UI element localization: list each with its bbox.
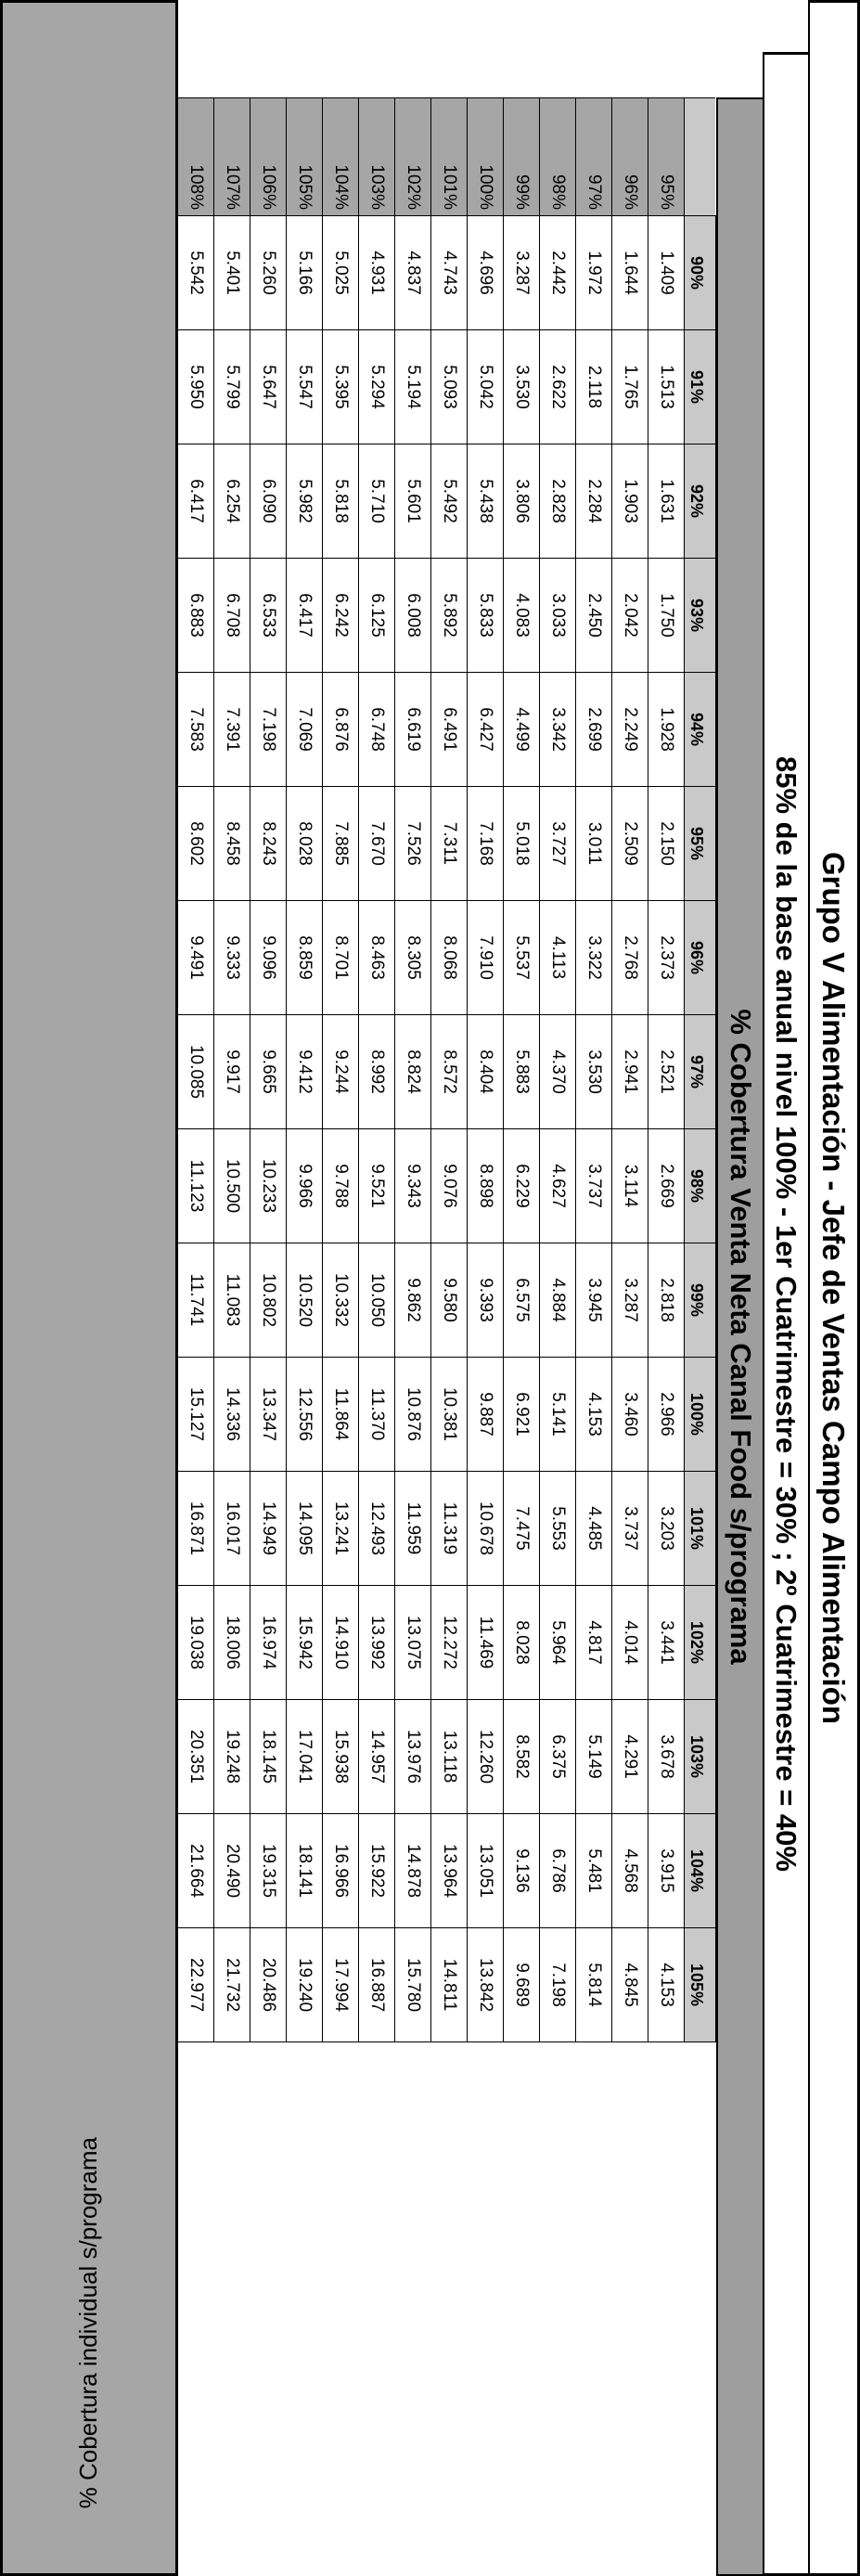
table-cell: 5.883 — [504, 1015, 540, 1129]
table-cell: 8.582 — [504, 1700, 540, 1814]
table-cell: 3.737 — [576, 1129, 612, 1243]
table-cell: 15.922 — [359, 1814, 395, 1928]
table-cell: 4.499 — [504, 673, 540, 787]
row-header: 100% — [468, 98, 504, 216]
table-cell: 5.892 — [431, 559, 468, 673]
table-cell: 2.509 — [612, 787, 648, 901]
table-cell: 8.992 — [359, 1015, 395, 1129]
table-cell: 4.837 — [395, 216, 431, 330]
table-cell: 7.069 — [287, 673, 323, 787]
row-header: 95% — [648, 98, 685, 216]
row-group-header-label: % Cobertura individual s/programa — [74, 2136, 103, 2508]
table-cell: 14.949 — [250, 1472, 287, 1586]
table-row — [612, 98, 648, 2042]
table-cell: 3.806 — [504, 444, 540, 559]
table-row — [395, 98, 431, 2042]
table-cell: 4.845 — [612, 1928, 648, 2042]
table-cell: 14.910 — [323, 1586, 359, 1700]
table-cell: 9.333 — [214, 901, 250, 1015]
table-cell: 6.417 — [178, 444, 214, 559]
table-cell: 5.149 — [576, 1700, 612, 1814]
table-cell: 13.964 — [431, 1814, 468, 1928]
table-cell: 4.083 — [504, 559, 540, 673]
table-cell: 15.127 — [178, 1358, 214, 1472]
column-header: 96% — [685, 901, 716, 1015]
table-cell: 4.291 — [612, 1700, 648, 1814]
table-cell: 11.319 — [431, 1472, 468, 1586]
table-cell: 3.114 — [612, 1129, 648, 1243]
table-cell: 8.243 — [250, 787, 287, 901]
column-header: 98% — [685, 1129, 716, 1243]
column-header: 104% — [685, 1814, 716, 1928]
table-cell: 6.125 — [359, 559, 395, 673]
column-header: 105% — [685, 1928, 716, 2042]
table-cell: 5.601 — [395, 444, 431, 559]
row-header: 106% — [250, 98, 287, 216]
column-header: 92% — [685, 444, 716, 559]
row-header: 107% — [214, 98, 250, 216]
table-cell: 14.336 — [214, 1358, 250, 1472]
table-cell: 7.526 — [395, 787, 431, 901]
row-group-header — [0, 0, 178, 2576]
table-cell: 6.090 — [250, 444, 287, 559]
table-cell: 9.665 — [250, 1015, 287, 1129]
row-header: 103% — [359, 98, 395, 216]
table-cell: 4.931 — [359, 216, 395, 330]
table-cell: 5.542 — [178, 216, 214, 330]
corner-cell — [685, 98, 716, 216]
column-header: 97% — [685, 1015, 716, 1129]
table-cell: 6.619 — [395, 673, 431, 787]
table-cell: 13.347 — [250, 1358, 287, 1472]
table-cell: 4.743 — [431, 216, 468, 330]
table-cell: 11.741 — [178, 1243, 214, 1358]
table-cell: 12.493 — [359, 1472, 395, 1586]
table-cell: 11.864 — [323, 1358, 359, 1472]
table-cell: 9.580 — [431, 1243, 468, 1358]
table-cell: 8.028 — [504, 1586, 540, 1700]
table-cell: 6.254 — [214, 444, 250, 559]
table-cell: 2.941 — [612, 1015, 648, 1129]
table-cell: 12.556 — [287, 1358, 323, 1472]
table-row — [178, 98, 214, 2042]
row-header: 102% — [395, 98, 431, 216]
table-cell: 1.928 — [648, 673, 685, 787]
table-cell: 4.014 — [612, 1586, 648, 1700]
table-cell: 2.150 — [648, 787, 685, 901]
table-cell: 9.096 — [250, 901, 287, 1015]
table-cell: 8.068 — [431, 901, 468, 1015]
table-cell: 11.959 — [395, 1472, 431, 1586]
table-cell: 7.198 — [540, 1928, 576, 2042]
table-cell: 6.427 — [468, 673, 504, 787]
table-cell: 5.260 — [250, 216, 287, 330]
table-cell: 5.166 — [287, 216, 323, 330]
table-row — [359, 98, 395, 2042]
table-cell: 9.412 — [287, 1015, 323, 1129]
table-cell: 5.401 — [214, 216, 250, 330]
table-cell: 5.814 — [576, 1928, 612, 2042]
table-cell: 5.042 — [468, 330, 504, 444]
table-cell: 5.833 — [468, 559, 504, 673]
column-header: 90% — [685, 216, 716, 330]
table-cell: 10.876 — [395, 1358, 431, 1472]
table-cell: 4.113 — [540, 901, 576, 1015]
table-cell: 4.817 — [576, 1586, 612, 1700]
table-cell: 7.391 — [214, 673, 250, 787]
column-header: 94% — [685, 673, 716, 787]
table-cell: 7.475 — [504, 1472, 540, 1586]
table-cell: 3.203 — [648, 1472, 685, 1586]
table-cell: 7.885 — [323, 787, 359, 901]
coverage-table — [102, 97, 716, 2042]
table-cell: 2.118 — [576, 330, 612, 444]
table-cell: 5.018 — [504, 787, 540, 901]
table-cell: 9.343 — [395, 1129, 431, 1243]
table-cell: 16.966 — [323, 1814, 359, 1928]
table-cell: 8.028 — [287, 787, 323, 901]
table-cell: 13.075 — [395, 1586, 431, 1700]
table-cell: 20.486 — [250, 1928, 287, 2042]
table-cell: 10.500 — [214, 1129, 250, 1243]
table-cell: 14.095 — [287, 1472, 323, 1586]
table-cell: 2.828 — [540, 444, 576, 559]
table-cell: 17.994 — [323, 1928, 359, 2042]
table-cell: 10.802 — [250, 1243, 287, 1358]
table-cell: 3.033 — [540, 559, 576, 673]
table-cell: 13.992 — [359, 1586, 395, 1700]
table-cell: 13.241 — [323, 1472, 359, 1586]
table-cell: 13.976 — [395, 1700, 431, 1814]
table-row — [576, 98, 612, 2042]
table-cell: 6.533 — [250, 559, 287, 673]
table-cell: 2.768 — [612, 901, 648, 1015]
table-cell: 5.647 — [250, 330, 287, 444]
table-cell: 6.876 — [323, 673, 359, 787]
table-cell: 15.780 — [395, 1928, 431, 2042]
column-header: 103% — [685, 1700, 716, 1814]
table-cell: 5.553 — [540, 1472, 576, 1586]
table-cell: 8.859 — [287, 901, 323, 1015]
table-cell: 8.824 — [395, 1015, 431, 1129]
table-cell: 8.305 — [395, 901, 431, 1015]
table-cell: 18.145 — [250, 1700, 287, 1814]
table-cell: 5.547 — [287, 330, 323, 444]
table-row — [214, 98, 250, 2042]
table-cell: 13.118 — [431, 1700, 468, 1814]
table-cell: 10.520 — [287, 1243, 323, 1358]
table-cell: 3.530 — [504, 330, 540, 444]
table-cell: 1.903 — [612, 444, 648, 559]
table-cell: 18.006 — [214, 1586, 250, 1700]
table-cell: 5.194 — [395, 330, 431, 444]
table-cell: 14.878 — [395, 1814, 431, 1928]
table-cell: 21.732 — [214, 1928, 250, 2042]
column-header: 100% — [685, 1358, 716, 1472]
table-cell: 2.818 — [648, 1243, 685, 1358]
table-cell: 3.727 — [540, 787, 576, 901]
table-cell: 5.141 — [540, 1358, 576, 1472]
table-cell: 4.153 — [576, 1358, 612, 1472]
table-cell: 5.093 — [431, 330, 468, 444]
table-cell: 8.404 — [468, 1015, 504, 1129]
table-cell: 19.248 — [214, 1700, 250, 1814]
table-cell: 6.921 — [504, 1358, 540, 1472]
table-cell: 1.644 — [612, 216, 648, 330]
table-cell: 5.950 — [178, 330, 214, 444]
table-cell: 20.490 — [214, 1814, 250, 1928]
table-cell: 6.883 — [178, 559, 214, 673]
table-cell: 9.917 — [214, 1015, 250, 1129]
row-header: 99% — [504, 98, 540, 216]
table-cell: 5.818 — [323, 444, 359, 559]
table-cell: 19.038 — [178, 1586, 214, 1700]
table-cell: 5.438 — [468, 444, 504, 559]
table-row — [323, 98, 359, 2042]
table-cell: 15.942 — [287, 1586, 323, 1700]
table-cell: 5.982 — [287, 444, 323, 559]
table-cell: 6.575 — [504, 1243, 540, 1358]
row-header: 108% — [178, 98, 214, 216]
table-cell: 19.315 — [250, 1814, 287, 1928]
table-cell: 2.373 — [648, 901, 685, 1015]
table-cell: 1.972 — [576, 216, 612, 330]
table-cell: 4.485 — [576, 1472, 612, 1586]
table-cell: 12.272 — [431, 1586, 468, 1700]
table-cell: 12.260 — [468, 1700, 504, 1814]
table-cell: 3.945 — [576, 1243, 612, 1358]
table-cell: 2.042 — [612, 559, 648, 673]
table-cell: 20.351 — [178, 1700, 214, 1814]
table-cell: 8.701 — [323, 901, 359, 1015]
table-cell: 8.572 — [431, 1015, 468, 1129]
table-cell: 3.460 — [612, 1358, 648, 1472]
column-header: 99% — [685, 1243, 716, 1358]
table-cell: 2.699 — [576, 673, 612, 787]
table-cell: 13.051 — [468, 1814, 504, 1928]
table-row — [648, 98, 685, 2042]
row-header: 101% — [431, 98, 468, 216]
table-cell: 4.884 — [540, 1243, 576, 1358]
table-cell: 8.898 — [468, 1129, 504, 1243]
table-cell: 5.025 — [323, 216, 359, 330]
table-cell: 9.491 — [178, 901, 214, 1015]
table-cell: 21.664 — [178, 1814, 214, 1928]
table-cell: 9.689 — [504, 1928, 540, 2042]
table-row — [250, 98, 287, 2042]
table-cell: 2.249 — [612, 673, 648, 787]
table-cell: 4.568 — [612, 1814, 648, 1928]
table-cell: 8.463 — [359, 901, 395, 1015]
table-cell: 18.141 — [287, 1814, 323, 1928]
table-cell: 7.168 — [468, 787, 504, 901]
table-title: Grupo V Alimentación - Jefe de Ventas Campo Alimentación — [808, 0, 860, 2576]
table-cell: 3.530 — [576, 1015, 612, 1129]
table-cell: 6.417 — [287, 559, 323, 673]
table-cell: 9.788 — [323, 1129, 359, 1243]
table-cell: 6.229 — [504, 1129, 540, 1243]
table-row — [540, 98, 576, 2042]
row-header: 105% — [287, 98, 323, 216]
row-header: 96% — [612, 98, 648, 216]
table-cell: 7.311 — [431, 787, 468, 901]
table-cell: 6.491 — [431, 673, 468, 787]
table-cell: 15.938 — [323, 1700, 359, 1814]
table-cell: 1.765 — [612, 330, 648, 444]
table-cell: 7.910 — [468, 901, 504, 1015]
table-cell: 2.622 — [540, 330, 576, 444]
table-cell: 16.871 — [178, 1472, 214, 1586]
table-cell: 2.450 — [576, 559, 612, 673]
table-cell: 16.974 — [250, 1586, 287, 1700]
table-cell: 5.395 — [323, 330, 359, 444]
table-cell: 6.786 — [540, 1814, 576, 1928]
table-cell: 10.050 — [359, 1243, 395, 1358]
table-cell: 9.966 — [287, 1129, 323, 1243]
table-cell: 2.284 — [576, 444, 612, 559]
table-cell: 3.342 — [540, 673, 576, 787]
table-cell: 10.085 — [178, 1015, 214, 1129]
column-group-header: % Cobertura Venta Neta Canal Food s/programa — [716, 97, 763, 2576]
table-cell: 16.887 — [359, 1928, 395, 2042]
table-cell: 5.537 — [504, 901, 540, 1015]
table-cell: 17.041 — [287, 1700, 323, 1814]
table-cell: 19.240 — [287, 1928, 323, 2042]
table-cell: 3.287 — [504, 216, 540, 330]
table-cell: 9.136 — [504, 1814, 540, 1928]
column-header: 91% — [685, 330, 716, 444]
table-cell: 5.799 — [214, 330, 250, 444]
table-cell: 2.966 — [648, 1358, 685, 1472]
table-cell: 7.198 — [250, 673, 287, 787]
column-header: 95% — [685, 787, 716, 901]
table-cell: 2.669 — [648, 1129, 685, 1243]
table-cell: 11.370 — [359, 1358, 395, 1472]
table-cell: 4.627 — [540, 1129, 576, 1243]
table-cell: 6.008 — [395, 559, 431, 673]
table-cell: 13.842 — [468, 1928, 504, 2042]
table-cell: 3.287 — [612, 1243, 648, 1358]
table-cell: 3.441 — [648, 1586, 685, 1700]
table-cell: 11.469 — [468, 1586, 504, 1700]
table-cell: 10.381 — [431, 1358, 468, 1472]
table-cell: 1.409 — [648, 216, 685, 330]
table-cell: 5.492 — [431, 444, 468, 559]
table-cell: 10.678 — [468, 1472, 504, 1586]
column-header: 101% — [685, 1472, 716, 1586]
row-header: 104% — [323, 98, 359, 216]
table-cell: 16.017 — [214, 1472, 250, 1586]
column-header-row — [685, 98, 716, 2042]
table-cell: 9.887 — [468, 1358, 504, 1472]
table-cell: 5.964 — [540, 1586, 576, 1700]
table-cell: 4.370 — [540, 1015, 576, 1129]
table-row — [287, 98, 323, 2042]
row-header: 97% — [576, 98, 612, 216]
table-cell: 11.083 — [214, 1243, 250, 1358]
table-cell: 7.670 — [359, 787, 395, 901]
table-cell: 5.481 — [576, 1814, 612, 1928]
table-row — [468, 98, 504, 2042]
row-header: 98% — [540, 98, 576, 216]
table-cell: 4.696 — [468, 216, 504, 330]
table-cell: 6.748 — [359, 673, 395, 787]
table-row — [431, 98, 468, 2042]
table-cell: 11.123 — [178, 1129, 214, 1243]
table-cell: 1.631 — [648, 444, 685, 559]
table-cell: 8.458 — [214, 787, 250, 901]
table-cell: 1.513 — [648, 330, 685, 444]
table-cell: 22.977 — [178, 1928, 214, 2042]
table-cell: 9.076 — [431, 1129, 468, 1243]
table-cell: 6.375 — [540, 1700, 576, 1814]
table-cell: 1.750 — [648, 559, 685, 673]
table-cell: 6.242 — [323, 559, 359, 673]
table-cell: 10.332 — [323, 1243, 359, 1358]
table-cell: 4.153 — [648, 1928, 685, 2042]
table-cell: 7.583 — [178, 673, 214, 787]
table-cell: 5.294 — [359, 330, 395, 444]
table-cell: 8.602 — [178, 787, 214, 901]
table-row — [504, 98, 540, 2042]
table-cell: 3.915 — [648, 1814, 685, 1928]
table-cell: 3.737 — [612, 1472, 648, 1586]
table-cell: 14.957 — [359, 1700, 395, 1814]
column-header: 93% — [685, 559, 716, 673]
table-cell: 3.678 — [648, 1700, 685, 1814]
table-cell: 5.710 — [359, 444, 395, 559]
table-cell: 9.862 — [395, 1243, 431, 1358]
table-cell: 9.244 — [323, 1015, 359, 1129]
table-cell: 6.708 — [214, 559, 250, 673]
table-cell: 3.011 — [576, 787, 612, 901]
table-cell: 9.521 — [359, 1129, 395, 1243]
table-subtitle: 85% de la base anual nivel 100% - 1er Cuatrimestre = 30% ; 2º Cuatrimestre = 40% — [763, 52, 808, 2576]
table-cell: 2.521 — [648, 1015, 685, 1129]
table-cell: 9.393 — [468, 1243, 504, 1358]
column-header: 102% — [685, 1586, 716, 1700]
table-cell: 10.233 — [250, 1129, 287, 1243]
table-cell: 2.442 — [540, 216, 576, 330]
table-cell: 3.322 — [576, 901, 612, 1015]
table-cell: 14.811 — [431, 1928, 468, 2042]
